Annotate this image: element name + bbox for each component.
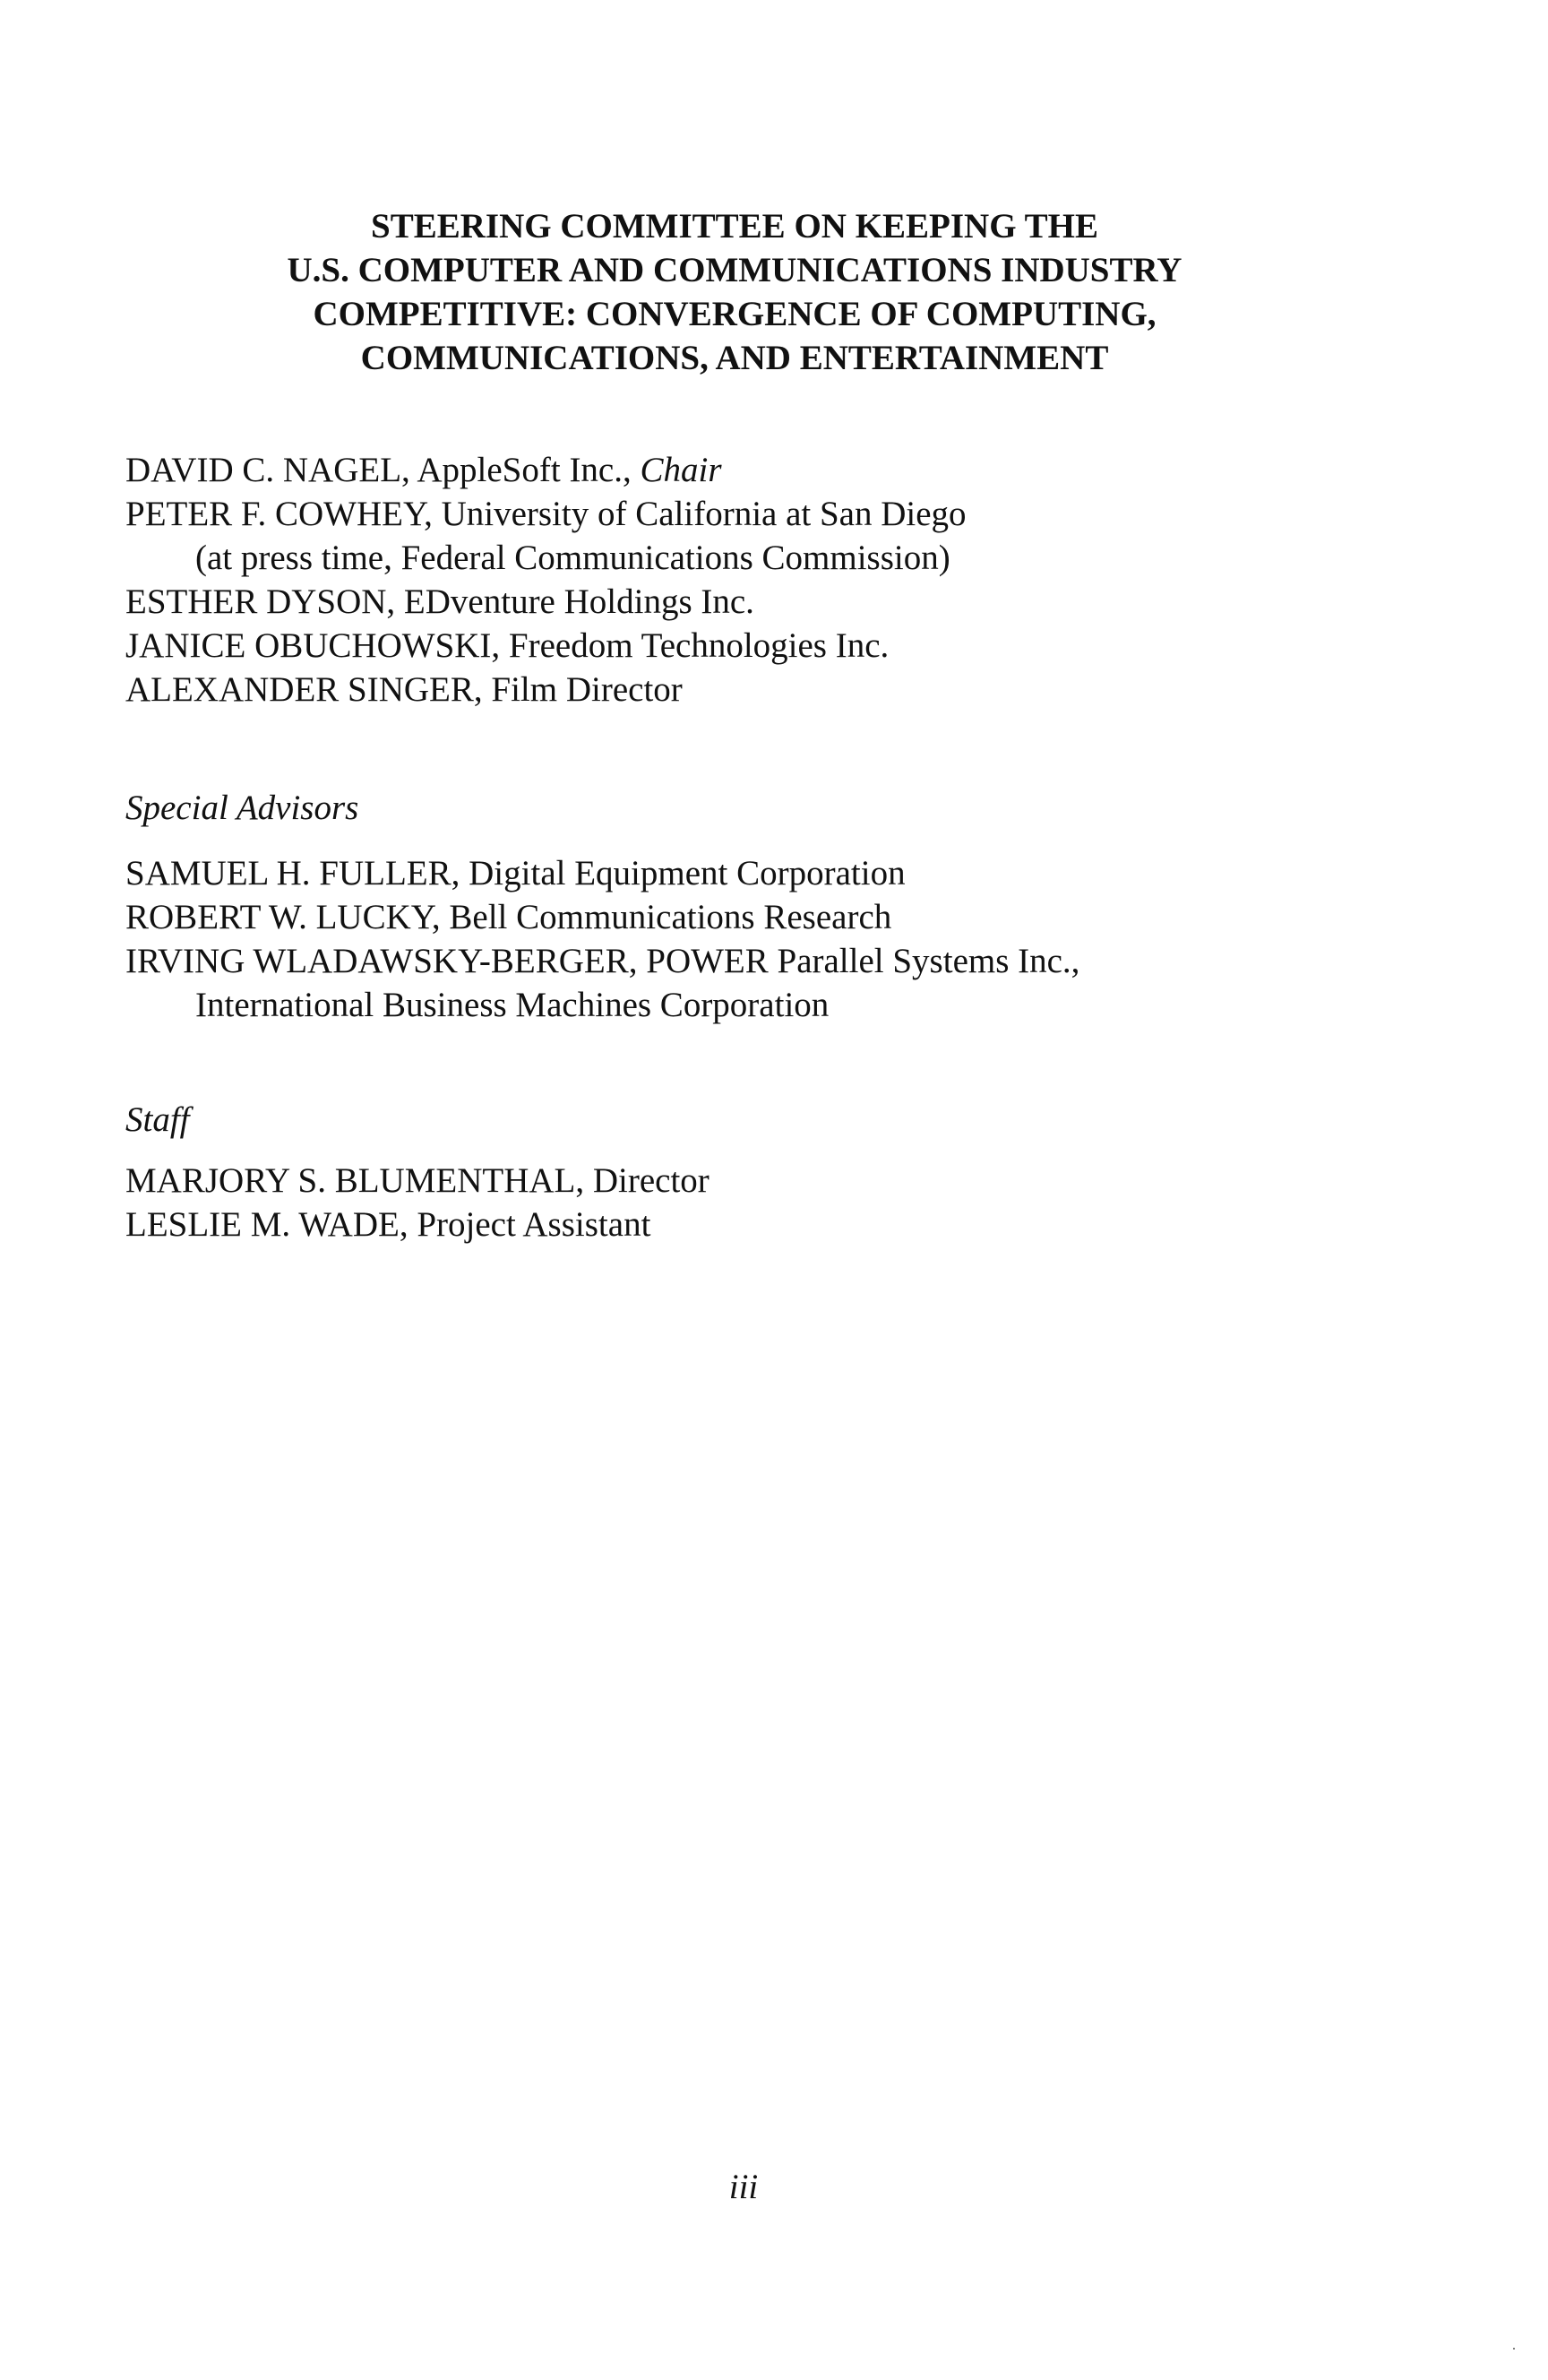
title-line: COMPETITIVE: CONVERGENCE OF COMPUTING,: [313, 295, 1157, 333]
staff-heading: Staff: [125, 1100, 190, 1139]
staff-member: LESLIE M. WADE, Project Assistant: [125, 1205, 651, 1244]
special-advisors-list: [125, 851, 1398, 1027]
member-name: DAVID C. NAGEL, AppleSoft Inc.,: [125, 451, 641, 489]
committee-members-list: [125, 448, 1398, 711]
committee-member: JANICE OBUCHOWSKI, Freedom Technologies Inc.: [125, 626, 890, 665]
advisor-continuation: International Business Machines Corporation: [195, 986, 830, 1024]
committee-member-note: (at press time, Federal Communications Commission): [195, 539, 950, 577]
staff-member: MARJORY S. BLUMENTHAL, Director: [125, 1161, 710, 1200]
advisor: IRVING WLADAWSKY-BERGER, POWER Parallel Systems Inc.,: [125, 942, 1080, 980]
special-advisors-heading: Special Advisors: [125, 789, 359, 827]
member-role: Chair: [640, 451, 722, 489]
advisor: SAMUEL H. FULLER, Digital Equipment Corporation: [125, 854, 906, 892]
scan-speck: [1513, 2348, 1515, 2350]
title-line: STEERING COMMITTEE ON KEEPING THE: [371, 207, 1098, 246]
page-number: iii: [728, 2168, 759, 2206]
committee-member: ALEXANDER SINGER, Film Director: [125, 670, 683, 709]
title-line: U.S. COMPUTER AND COMMUNICATIONS INDUSTRY: [287, 251, 1182, 289]
staff-list: [125, 1159, 1398, 1246]
committee-title: [125, 204, 1344, 380]
advisor: ROBERT W. LUCKY, Bell Communications Research: [125, 898, 892, 936]
committee-member: PETER F. COWHEY, University of California at San Diego: [125, 495, 967, 533]
committee-member: ESTHER DYSON, EDventure Holdings Inc.: [125, 582, 754, 621]
committee-member: [125, 448, 1398, 492]
title-line: COMMUNICATIONS, AND ENTERTAINMENT: [360, 339, 1109, 377]
